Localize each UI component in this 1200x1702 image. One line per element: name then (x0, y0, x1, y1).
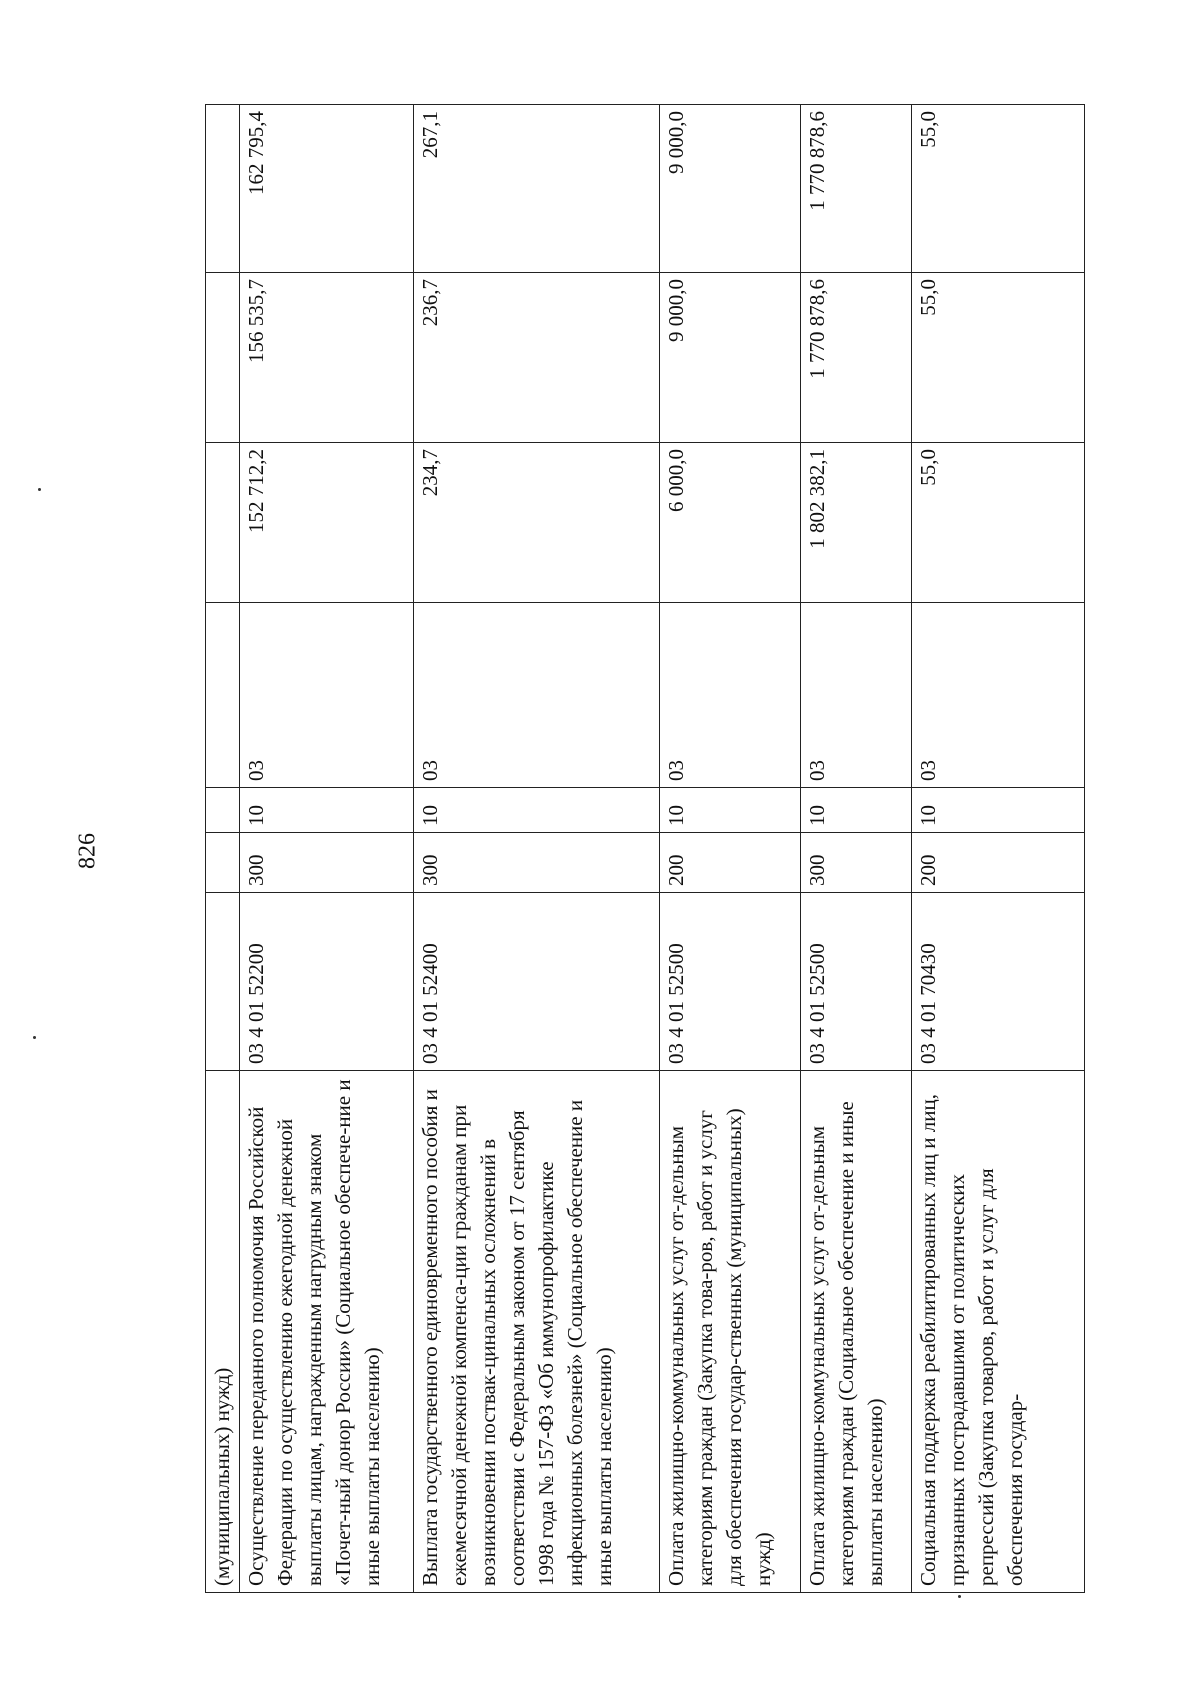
subsection-code: 03 (912, 603, 1085, 788)
row-name: Оплата жилищно-коммунальных услуг от-дельным категориям граждан (Социальное обеспечение и иные выплаты населению) (801, 1071, 912, 1593)
amount-year-2: 9 000,0 (660, 273, 801, 443)
subsection-code: 03 (240, 603, 414, 788)
subsection-code: 03 (414, 603, 660, 788)
amount-year-2: 236,7 (414, 273, 660, 443)
amount-year-3: 267,1 (414, 105, 660, 273)
section-code: 10 (240, 788, 414, 833)
budget-table (205, 104, 1085, 1593)
amount-year-3: 55,0 (912, 105, 1085, 273)
amount-year-1: 1 802 382,1 (801, 443, 912, 603)
table-row-continuation (206, 105, 240, 1593)
amount-year-3: 162 795,4 (240, 105, 414, 273)
amount-year-3: 9 000,0 (660, 105, 801, 273)
target-article-code: 03 4 01 52500 (801, 893, 912, 1071)
amount-year-2: 1 770 878,6 (801, 273, 912, 443)
expense-type-code: 300 (240, 833, 414, 893)
empty-cell (206, 893, 240, 1071)
subsection-code: 03 (801, 603, 912, 788)
row-name: (муниципальных) нужд) (206, 1071, 240, 1593)
empty-cell (206, 788, 240, 833)
scan-speck (38, 488, 41, 491)
amount-year-2: 156 535,7 (240, 273, 414, 443)
empty-cell (206, 833, 240, 893)
section-code: 10 (660, 788, 801, 833)
subsection-code: 03 (660, 603, 801, 788)
amount-year-1: 234,7 (414, 443, 660, 603)
scan-speck (958, 1595, 961, 1598)
scan-speck (33, 1036, 36, 1039)
row-name: Выплата государственного единовременного пособия и ежемесячной денежной компенса-ции гражданам при возникновении поствак-цинальных осложнений в соответствии с Федеральным законом от 17 сентября 1998 года № 157-ФЗ «Об иммунопрофилактике инфекционных болезней» (Социальное обеспечение и иные выплаты населению) (414, 1071, 660, 1593)
amount-year-1: 6 000,0 (660, 443, 801, 603)
row-name: Осуществление переданного полномочия Российской Федерации по осуществлению ежегодной денежной выплаты лицам, награжденным нагрудным знаком «Почет-ный донор России» (Социальное обеспече-ние и иные выплаты населению) (240, 1071, 414, 1593)
target-article-code: 03 4 01 52200 (240, 893, 414, 1071)
section-code: 10 (801, 788, 912, 833)
section-code: 10 (912, 788, 1085, 833)
amount-year-3: 1 770 878,6 (801, 105, 912, 273)
empty-cell (206, 603, 240, 788)
table-row (912, 105, 1085, 1593)
section-code: 10 (414, 788, 660, 833)
table-row (240, 105, 414, 1593)
table-row (801, 105, 912, 1593)
row-name: Социальная поддержка реабилитированных лиц и лиц, признанных пострадавшими от политических репрессий (Закупка товаров, работ и услуг для обеспечения государ- (912, 1071, 1085, 1593)
expense-type-code: 300 (801, 833, 912, 893)
page-number-text: 826 (74, 833, 101, 869)
expense-type-code: 200 (660, 833, 801, 893)
expense-type-code: 300 (414, 833, 660, 893)
expense-type-code: 200 (912, 833, 1085, 893)
amount-year-2: 55,0 (912, 273, 1085, 443)
empty-cell (206, 273, 240, 443)
amount-year-1: 55,0 (912, 443, 1085, 603)
table-row (414, 105, 660, 1593)
table-row (660, 105, 801, 1593)
rotated-page-content (205, 105, 1084, 1593)
target-article-code: 03 4 01 52400 (414, 893, 660, 1071)
target-article-code: 03 4 01 52500 (660, 893, 801, 1071)
amount-year-1: 152 712,2 (240, 443, 414, 603)
row-name: Оплата жилищно-коммунальных услуг от-дельным категориям граждан (Закупка това-ров, работ и услуг для обеспечения государ-ственных (муниципальных) нужд) (660, 1071, 801, 1593)
target-article-code: 03 4 01 70430 (912, 893, 1085, 1071)
empty-cell (206, 105, 240, 273)
empty-cell (206, 443, 240, 603)
